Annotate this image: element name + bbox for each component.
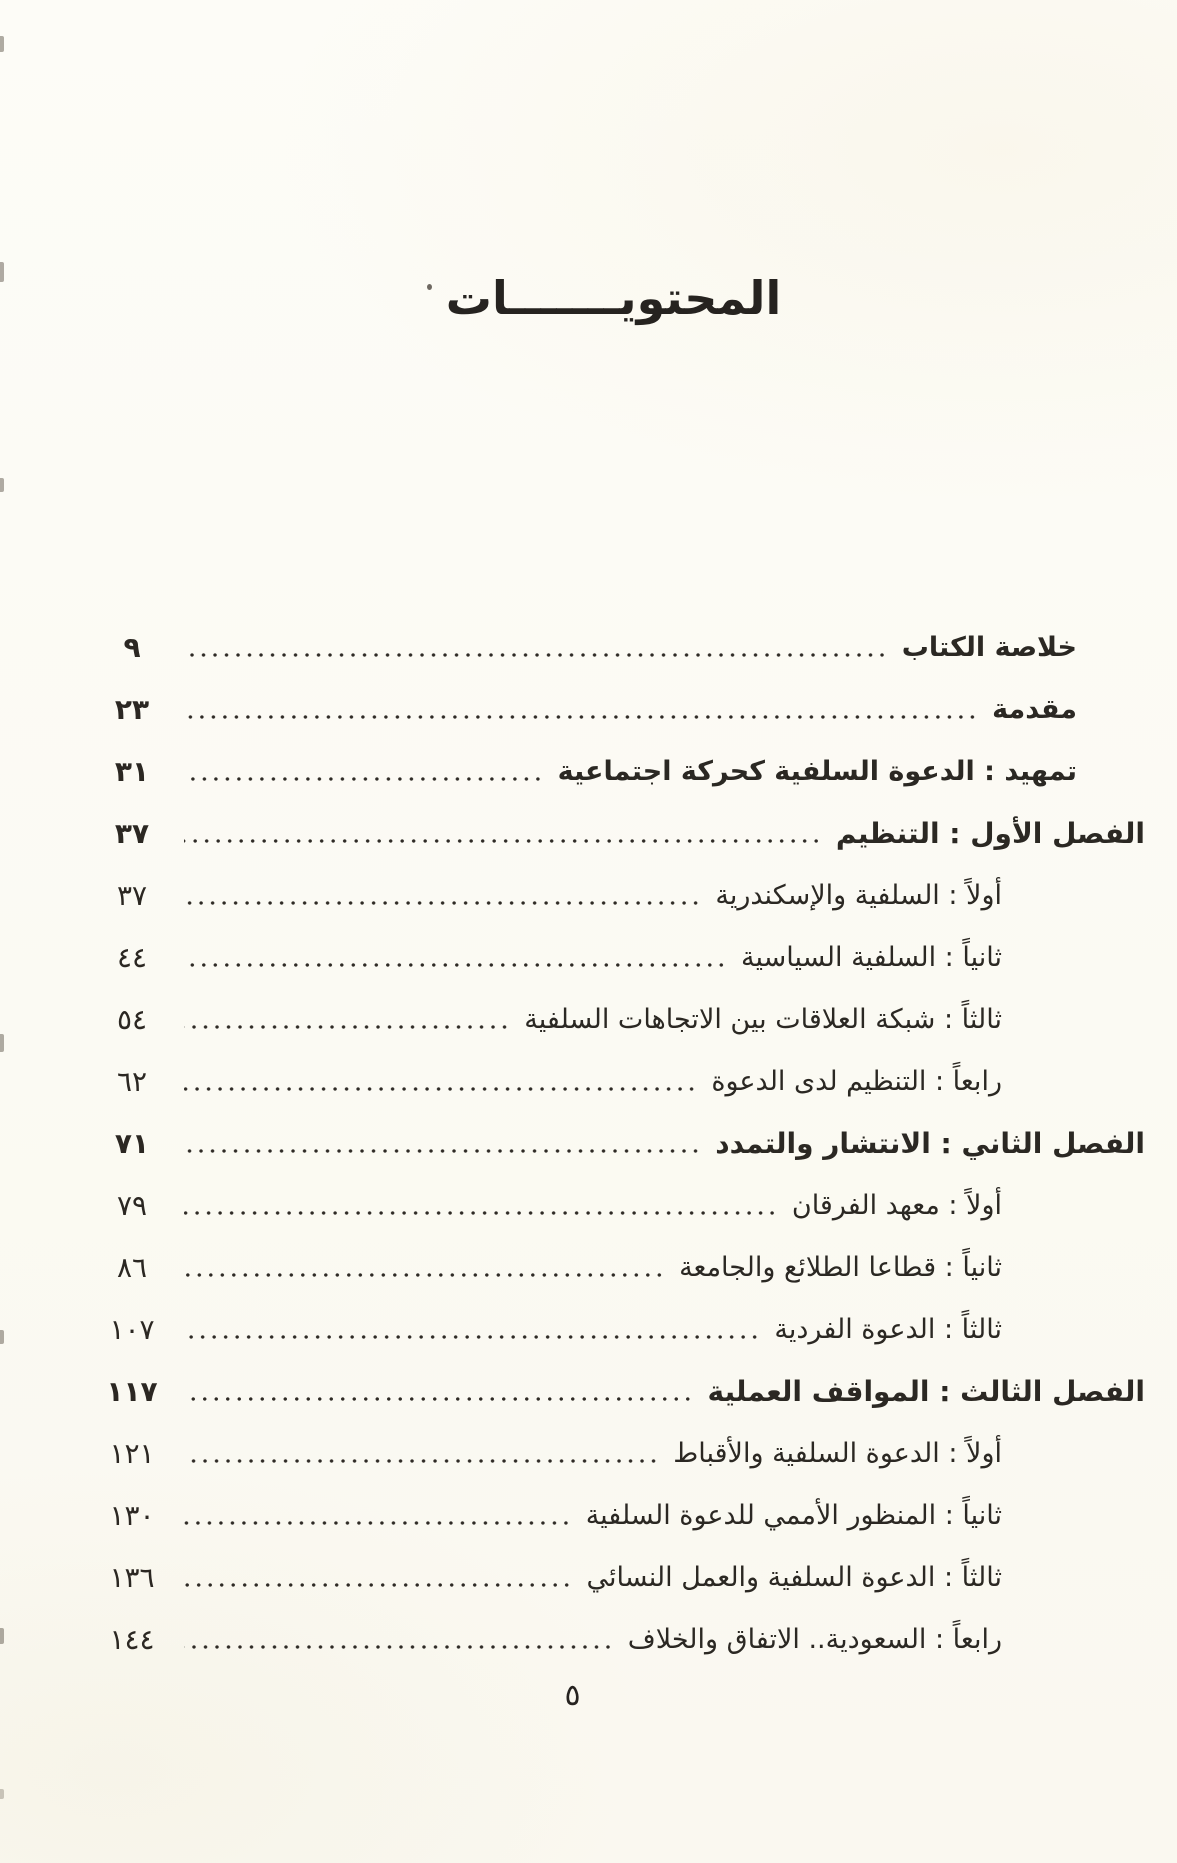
toc-entry-page-number: ٥٤: [116, 1002, 148, 1036]
toc-entry-label: الفصل الثاني : الانتشار والتمدد: [715, 1126, 1145, 1160]
toc-entry-page-number: ١٠٧: [109, 1312, 155, 1346]
scan-speck: [0, 1789, 4, 1799]
toc-entry-page-number: ٧٩: [116, 1188, 148, 1222]
dot-leader: [184, 651, 888, 659]
toc-entry-label: الفصل الأول : التنظيم: [835, 816, 1145, 850]
toc-entry-page-number: ٣٧: [114, 816, 150, 850]
toc-entry-label: رابعاً : السعودية.. الاتفاق والخلاف: [627, 1623, 1002, 1655]
toc-entry-page-number: ٩: [123, 630, 141, 664]
dot-leader: [184, 1333, 760, 1341]
scan-speck: [0, 36, 4, 52]
dot-leader: [184, 1271, 665, 1279]
toc-row: [0, 1554, 1002, 1598]
toc-entry-page-number: ٦٢: [116, 1064, 148, 1098]
toc-row: [0, 686, 1077, 730]
toc-entry-label: رابعاً : التنظيم لدى الدعوة: [711, 1065, 1002, 1097]
toc-row: [0, 1492, 1002, 1536]
toc-row: [0, 748, 1077, 792]
contents-header: [25, 262, 1177, 336]
dot-leader: [184, 775, 544, 783]
toc-entry-page-number: ٨٦: [116, 1250, 148, 1284]
toc-entry-label: ثالثاً : شبكة العلاقات بين الاتجاهات السلفية: [524, 1003, 1002, 1035]
toc-entry-page-number: ٣١: [114, 754, 150, 788]
folio-page-number: ٥: [564, 1677, 581, 1713]
toc-row: [0, 996, 1002, 1040]
toc-entry-page-number: ١٢١: [109, 1436, 155, 1470]
toc-entry-label: ثالثاً : الدعوة الفردية: [774, 1313, 1002, 1345]
toc-row: [0, 1120, 1145, 1164]
toc-row: [0, 1306, 1002, 1350]
toc-row: [0, 1182, 1002, 1226]
toc-row: [0, 934, 1002, 978]
toc-entry-label: مقدمة: [992, 693, 1077, 725]
dot-leader: [184, 1457, 659, 1465]
toc-entry-page-number: ١٣٦: [109, 1560, 155, 1594]
dot-leader: [184, 1147, 701, 1155]
dot-leader: [184, 1023, 510, 1031]
dot-leader: [184, 1085, 697, 1093]
toc-row: [0, 872, 1002, 916]
toc-row: [0, 810, 1145, 854]
dot-leader: [184, 713, 978, 721]
stray-ink-dot: [427, 284, 432, 290]
toc-entry-label: تمهيد : الدعوة السلفية كحركة اجتماعية: [557, 755, 1077, 787]
toc-entry-label: ثالثاً : الدعوة السلفية والعمل النسائي: [586, 1561, 1002, 1593]
toc-row: [0, 624, 1077, 668]
dot-leader: [184, 837, 822, 845]
toc-entry-page-number: ١١٧: [106, 1374, 158, 1408]
toc-entry-label: ثانياً : المنظور الأممي للدعوة السلفية: [585, 1499, 1002, 1531]
toc-row: [0, 1244, 1002, 1288]
toc-entry-label: أولاً : معهد الفرقان: [791, 1189, 1002, 1221]
dot-leader: [184, 1581, 572, 1589]
toc-entry-page-number: ١٣٠: [109, 1498, 155, 1532]
toc-entry-label: أولاً : الدعوة السلفية والأقباط: [673, 1437, 1002, 1469]
toc-row: [0, 1430, 1002, 1474]
dot-leader: [184, 1643, 614, 1651]
scan-speck: [0, 262, 4, 282]
toc-row: [0, 1616, 1002, 1660]
toc-entry-page-number: ١٤٤: [109, 1622, 155, 1656]
scan-speck: [0, 478, 4, 492]
toc-row: [0, 1058, 1002, 1102]
page-title: المحتويـــــــات: [445, 271, 782, 325]
toc-entry-label: ثانياً : قطاعا الطلائع والجامعة: [679, 1251, 1002, 1283]
page-footer: [0, 1678, 1177, 1713]
dot-leader: [184, 1395, 694, 1403]
toc-entry-label: الفصل الثالث : المواقف العملية: [707, 1374, 1145, 1408]
toc-entry-label: ثانياً : السلفية السياسية: [741, 941, 1002, 973]
toc-entry-page-number: ٧١: [114, 1126, 150, 1160]
toc-entry-label: خلاصة الكتاب: [901, 631, 1077, 663]
dot-leader: [184, 1519, 572, 1527]
toc-entry-page-number: ٤٤: [116, 940, 148, 974]
toc-row: [0, 1368, 1145, 1412]
toc-entry-label: أولاً : السلفية والإسكندرية: [715, 879, 1002, 911]
dot-leader: [184, 899, 701, 907]
toc-entry-page-number: ٢٣: [114, 692, 150, 726]
table-of-contents: [0, 624, 1177, 1660]
dot-leader: [184, 961, 727, 969]
toc-entry-page-number: ٣٧: [116, 878, 148, 912]
dot-leader: [184, 1209, 778, 1217]
